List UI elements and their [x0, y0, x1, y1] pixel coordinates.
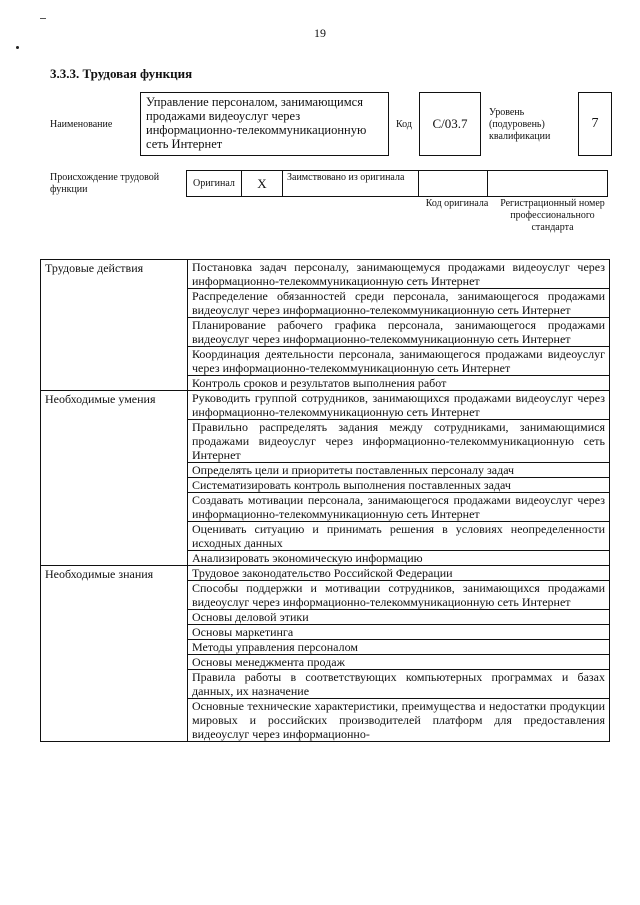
qualification-level-box: 7	[578, 92, 612, 156]
section-item: Определять цели и приоритеты поставленных персоналу задач	[188, 463, 610, 478]
original-code-cell	[418, 170, 488, 197]
section-item: Планирование рабочего графика персонала, занимающегося продажами видеоуслуг через информационно-телекоммуникационную сеть Интернет	[188, 318, 610, 347]
function-code-box: С/03.7	[419, 92, 481, 156]
section-title: 3.3.3. Трудовая функция	[50, 66, 193, 81]
section-item: Оценивать ситуацию и принимать решения в условиях неопределенности исходных данных	[188, 522, 610, 551]
section-item: Способы поддержки и мотивации сотрудников, занимающихся продажами видеоуслуг через информационно-телекоммуникационную сеть Интернет	[188, 581, 610, 610]
section-item: Правила работы в соответствующих компьютерных программах и базах данных, их назначение	[188, 670, 610, 699]
section-heading: Необходимые умения	[41, 391, 188, 566]
borrowed-cell: Заимствовано из оригинала	[282, 170, 419, 197]
function-details-table	[40, 259, 610, 742]
section-item: Основы менеджмента продаж	[188, 655, 610, 670]
name-label: Наименование	[50, 119, 113, 130]
page-number: 19	[314, 26, 326, 40]
code-label: Код	[396, 119, 412, 130]
section-item: Систематизировать контроль выполнения поставленных задач	[188, 478, 610, 493]
section-item: Координация деятельности персонала, занимающегося продажами видеоуслуг через информационно-телекоммуникационную сеть Интернет	[188, 347, 610, 376]
section-item: Распределение обязанностей среди персонала, занимающегося продажами видеоуслуг через информационно-телекоммуникационную сеть Интернет	[188, 289, 610, 318]
section-item: Постановка задач персоналу, занимающемуся продажами видеоуслуг через информационно-телекоммуникационную сеть Интернет	[188, 260, 610, 289]
table-row	[41, 260, 610, 289]
registration-number-caption: Регистрационный номер профессионального стандарта	[500, 198, 605, 233]
section-heading: Трудовые действия	[41, 260, 188, 391]
section-item: Контроль сроков и результатов выполнения работ	[188, 376, 610, 391]
original-cell: Оригинал	[186, 170, 242, 197]
section-item: Создавать мотивации персонала, занимающегося продажами видеоуслуг через информационно-телекоммуникационную сеть Интернет	[188, 493, 610, 522]
section-item: Трудовое законодательство Российской Федерации	[188, 566, 610, 581]
qualification-level-label: Уровень (подуровень) квалификации	[489, 107, 551, 142]
section-item: Анализировать экономическую информацию	[188, 551, 610, 566]
section-item: Правильно распределять задания между сотрудниками, занимающимися продажами видеоуслуг через информационно-телекоммуникационную сеть Интернет	[188, 420, 610, 463]
section-item: Руководить группой сотрудников, занимающихся продажами видеоуслуг через информационно-телекоммуникационную сеть Интернет	[188, 391, 610, 420]
section-item: Основные технические характеристики, преимущества и недостатки продукции мировых и российских производителей платформ для предоставления видеоуслуг через информационно-	[188, 699, 610, 742]
registration-number-cell	[487, 170, 608, 197]
scan-dot	[16, 46, 19, 49]
function-name-box: Управление персоналом, занимающимся продажами видеоуслуг через информационно-телекоммуникационную сеть Интернет	[140, 92, 389, 156]
scan-mark	[40, 18, 46, 19]
original-code-caption: Код оригинала	[425, 198, 489, 209]
table-row	[41, 391, 610, 420]
table-row	[41, 566, 610, 581]
section-item: Методы управления персоналом	[188, 640, 610, 655]
section-item: Основы деловой этики	[188, 610, 610, 625]
section-heading: Необходимые знания	[41, 566, 188, 742]
origin-row	[186, 170, 611, 197]
origin-label: Происхождение трудовой функции	[50, 172, 160, 195]
original-mark-cell: X	[241, 170, 283, 197]
section-item: Основы маркетинга	[188, 625, 610, 640]
